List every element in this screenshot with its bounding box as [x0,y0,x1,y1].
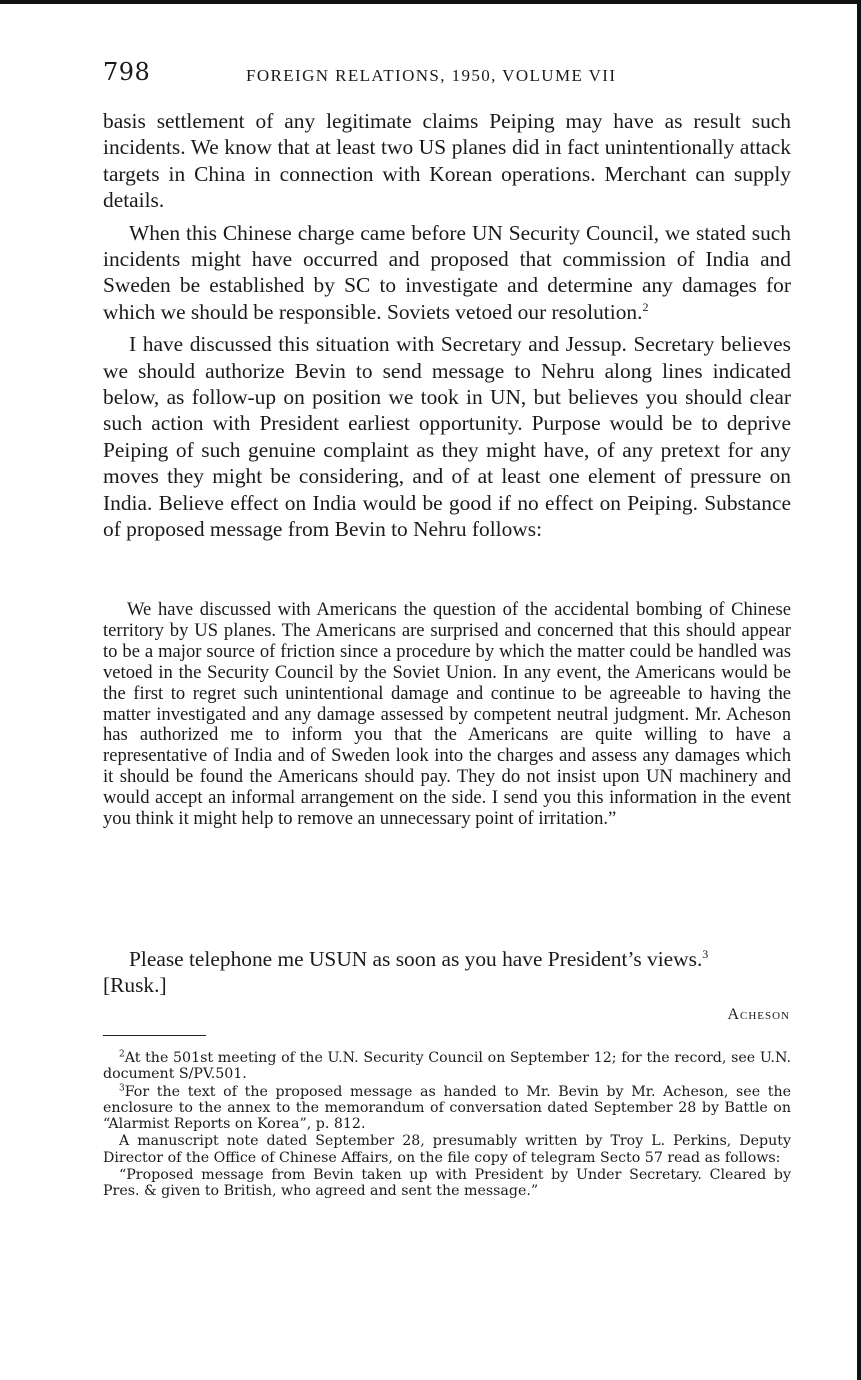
closing-line-1 [103,946,791,972]
footnote-ref-2: 2 [642,299,649,314]
footnotes [103,1050,791,1201]
footnote-note-b [103,1167,791,1200]
footnote-note-a [103,1133,791,1166]
running-head: FOREIGN RELATIONS, 1950, VOLUME VII [246,66,617,85]
closing-line-1-text: Please telephone me USUN as soon as you have President’s views. [129,947,703,971]
footnote-text: “Proposed message from Bevin taken up with President by Under Secretary. Cleared by Pres. & given to British, who agreed and sent the message.” [103,1167,791,1200]
closing-line-2: [Rusk.] [103,973,167,998]
page-top-border [0,0,861,4]
closing [103,946,791,999]
paragraph-1: basis settlement of any legitimate claims Peiping may have as result such incidents. We know that at least two US planes did in fact unintentionally attack targets in China in connection with Korean operations. Merchant can supply details. [103,109,791,213]
footnote-text: A manuscript note dated September 28, presumably written by Troy L. Perkins, Deputy Director of the Office of Chinese Affairs, on the file copy of telegram Secto 57 read as follows: [103,1133,791,1166]
page-header [103,56,793,92]
footnote-text: For the text of the proposed message as handed to Mr. Bevin by Mr. Acheson, see the enclosure to the annex to the memorandum of conversation dated September 28 by Battle on “Alarmist Reports on Korea”, p. 812. [103,1083,791,1133]
paragraph-3: I have discussed this situation with Secretary and Jessup. Secretary believes we should authorize Bevin to send message to Nehru along lines indicated below, as follow-up on position we took in UN, but believes you should clear such action with President earliest opportunity. Purpose would be to deprive Peiping of such genuine complaint as they might have, of any pretext for any moves they might be considering, and of at least one element of pressure on India. Believe effect on India would be good if no effect on Peiping. Substance of proposed message from Bevin to Nehru follows: [103,332,791,542]
footnote-mark: 2 [119,1049,125,1060]
paragraph-2 [103,220,791,326]
footnote-2 [103,1050,791,1083]
footnote-text: At the 501st meeting of the U.N. Security Council on September 12; for the record, see U.N. document S/PV.501. [103,1050,791,1083]
signature: Acheson [727,1006,790,1023]
page-right-border [857,0,861,1380]
quoted-message: We have discussed with Americans the question of the accidental bombing of Chinese territory by US planes. The Americans are surprised and concerned that this should appear to be a major source of friction since a procedure by which the matter could be handled was vetoed in the Security Council by the Soviet Union. In any event, the Americans would be the first to regret such unintentional damage and continue to be agreeable to having the matter investigated and any damage assessed by competent neutral judgment. Mr. Acheson has authorized me to inform you that the Americans are quite willing to have a representative of India and of Sweden look into the charges and assess any damages which it should be found the Americans should pay. They do not insist upon UN machinery and would accept an informal arrangement on the side. I send you this information in the event you think it might help to remove an unnecessary point of irritation.” [103,599,791,830]
page-number: 798 [103,58,151,86]
body-text [103,108,791,549]
paragraph-2-text: When this Chinese charge came before UN Security Council, we stated such incidents might have occurred and proposed that commission of India and Sweden be established by SC to investigate and determine any damages for which we should be responsible. Soviets vetoed our resolution. [103,220,791,324]
footnote-3 [103,1084,791,1133]
footnote-rule [103,1035,206,1036]
footnote-ref-3: 3 [702,946,709,961]
footnote-mark: 3 [119,1082,125,1093]
